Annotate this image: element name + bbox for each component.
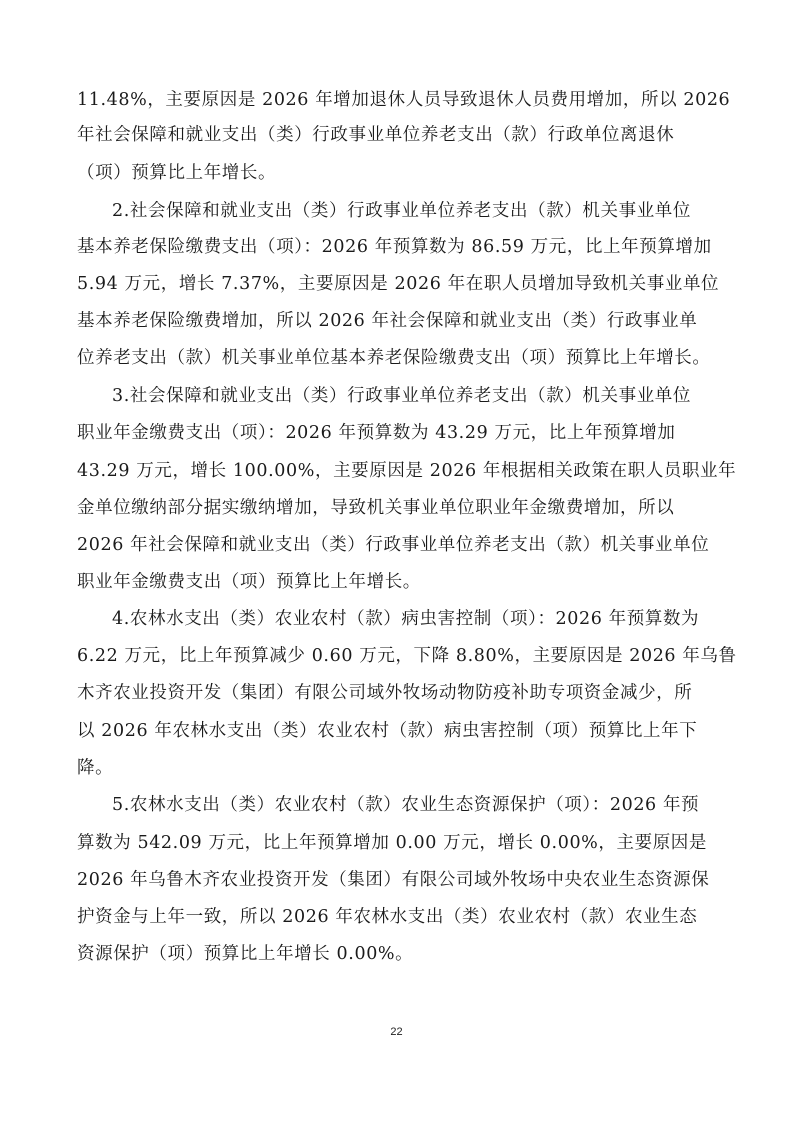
text-line: 年社会保障和就业支出（类）行政事业单位养老支出（款）行政单位离退休 (77, 125, 675, 145)
text-line: 降。 (77, 758, 114, 778)
paragraph-start-line: 4.农林水支出（类）农业农村（款）病虫害控制（项）：2026 年预算数为 (112, 609, 700, 629)
text-line: 11.48%，主要原因是 2026 年增加退休人员导致退休人员费用增加，所以 2026 (77, 90, 731, 110)
page-number: 22 (390, 1026, 403, 1038)
text-line: 以 2026 年农林水支出（类）农业农村（款）病虫害控制（项）预算比上年下 (77, 721, 698, 741)
text-line: 护资金与上年一致，所以 2026 年农林水支出（类）农业农村（款）农业生态 (77, 907, 698, 927)
text-line: 基本养老保险缴费增加，所以 2026 年社会保障和就业支出（类）行政事业单 (77, 311, 698, 331)
text-line: 职业年金缴费支出（项）预算比上年增长。 (77, 572, 421, 592)
text-line: 木齐农业投资开发（集团）有限公司域外牧场动物防疫补助专项资金减少，所 (77, 683, 693, 703)
paragraph-start-line: 3.社会保障和就业支出（类）行政事业单位养老支出（款）机关事业单位 (112, 386, 691, 406)
text-line: 2026 年社会保障和就业支出（类）行政事业单位养老支出（款）机关事业单位 (77, 535, 710, 555)
text-line: 5.94 万元，增长 7.37%，主要原因是 2026 年在职人员增加导致机关事业单位 (77, 274, 720, 294)
text-line: 职业年金缴费支出（项）：2026 年预算数为 43.29 万元，比上年预算增加 (77, 423, 676, 443)
text-line: 6.22 万元，比上年预算减少 0.60 万元，下降 8.80%，主要原因是 2026 年乌鲁 (77, 646, 737, 666)
text-line: 金单位缴纳部分据实缴纳增加，导致机关事业单位职业年金缴费增加，所以 (77, 498, 675, 518)
text-line: 算数为 542.09 万元，比上年预算增加 0.00 万元，增长 0.00%，主要原因是 (77, 833, 708, 853)
text-line: （项）预算比上年增长。 (77, 163, 277, 183)
paragraph-start-line: 5.农林水支出（类）农业农村（款）农业生态资源保护（项）：2026 年预 (112, 795, 700, 815)
text-line: 基本养老保险缴费支出（项）：2026 年预算数为 86.59 万元，比上年预算增加 (77, 237, 712, 257)
text-line: 资源保护（项）预算比上年增长 0.00%。 (77, 944, 414, 964)
text-line: 43.29 万元，增长 100.00%，主要原因是 2026 年根据相关政策在职人员职业年 (77, 461, 737, 481)
text-line: 2026 年乌鲁木齐农业投资开发（集团）有限公司域外牧场中央农业生态资源保 (77, 870, 710, 890)
text-line: 位养老支出（款）机关事业单位基本养老保险缴费支出（项）预算比上年增长。 (77, 348, 711, 368)
paragraph-start-line: 2.社会保障和就业支出（类）行政事业单位养老支出（款）机关事业单位 (112, 201, 691, 221)
